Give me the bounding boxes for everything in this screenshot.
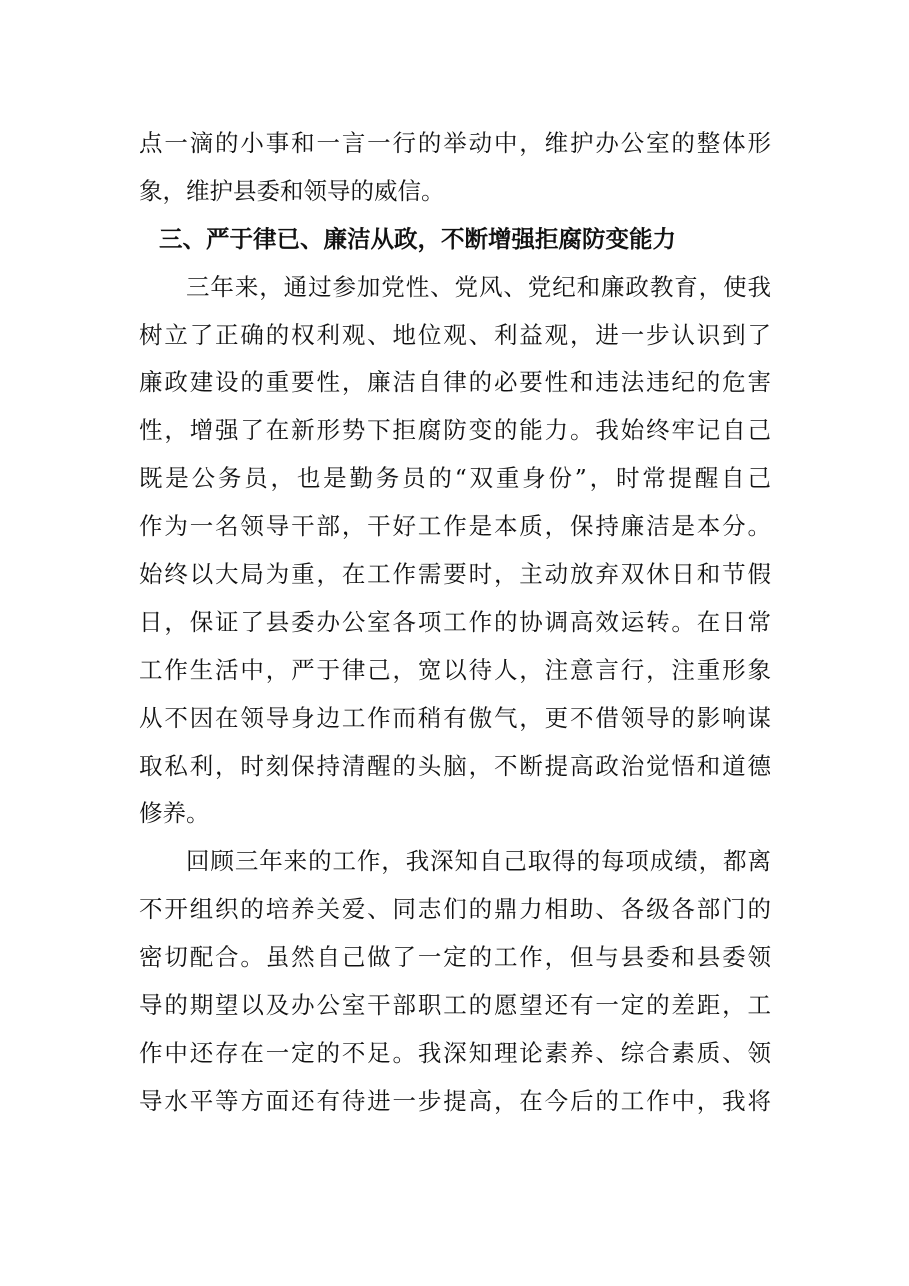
text-line: 作中还存在一定的不足。我深知理论素养、综合素质、领	[139, 1038, 771, 1067]
paragraph-review	[139, 838, 771, 1125]
text-line: 修养。	[139, 799, 210, 828]
text-line: 既是公务员，也是勤务员的“双重身份”，时常提醒自己	[139, 464, 771, 493]
text-line: 象，维护县委和领导的威信。	[139, 176, 445, 205]
text-line: 三年来，通过参加党性、党风、党纪和廉政教育，使我	[186, 272, 771, 301]
text-line: 取私利，时刻保持清醒的头脑，不断提高政治觉悟和道德	[139, 751, 771, 780]
text-line: 导水平等方面还有待进一步提高，在今后的工作中，我将	[139, 1086, 771, 1115]
text-line: 性，增强了在新形势下拒腐防变的能力。我始终牢记自己	[139, 416, 771, 445]
text-line: 日，保证了县委办公室各项工作的协调高效运转。在日常	[139, 607, 771, 636]
text-line: 廉政建设的重要性，廉洁自律的必要性和违法违纪的危害	[139, 368, 771, 397]
text-line: 密切配合。虽然自己做了一定的工作，但与县委和县委领	[139, 943, 771, 972]
text-line: 点一滴的小事和一言一行的举动中，维护办公室的整体形	[139, 129, 771, 157]
text-line: 回顾三年来的工作，我深知自己取得的每项成绩，都离	[186, 847, 771, 876]
paragraph-continuation	[139, 120, 771, 216]
paragraph-self-discipline	[139, 264, 771, 839]
text-line: 工作生活中，严于律己，宽以待人，注意言行，注重形象	[139, 655, 771, 684]
text-line: 树立了正确的权利观、地位观、利益观，进一步认识到了	[139, 320, 771, 349]
text-line: 作为一名领导干部，干好工作是本质，保持廉洁是本分。	[139, 512, 771, 541]
text-line: 从不因在领导身边工作而稍有傲气，更不借领导的影响谋	[139, 703, 771, 732]
text-line: 始终以大局为重，在工作需要时，主动放弃双休日和节假	[139, 560, 771, 589]
section-heading: 三、严于律已、廉洁从政，不断增强拒腐防变能力	[159, 224, 676, 253]
text-line: 导的期望以及办公室干部职工的愿望还有一定的差距，工	[139, 991, 771, 1020]
document-body	[139, 120, 771, 1126]
text-line: 不开组织的培养关爱、同志们的鼎力相助、各级各部门的	[139, 895, 771, 924]
